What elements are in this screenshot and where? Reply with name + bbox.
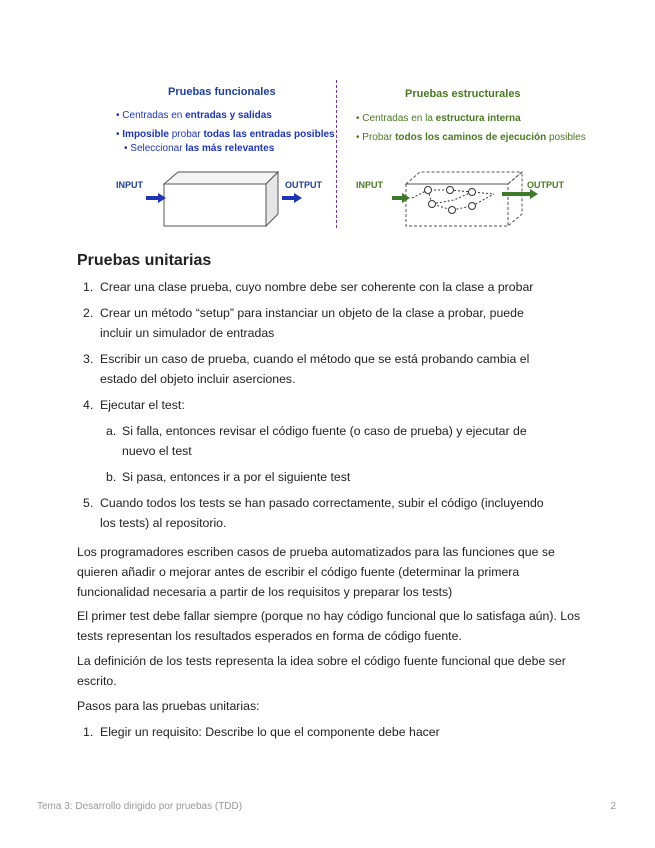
list-text: Ejecutar el test: [100, 398, 185, 412]
output-arrow [294, 193, 302, 203]
list-number: 5. [83, 496, 94, 510]
testing-types-figure [108, 78, 586, 230]
white-box-diagram [392, 166, 582, 228]
black-box-top [164, 172, 278, 184]
list-number: 4. [83, 398, 94, 412]
page-number: 2 [610, 801, 616, 812]
section-title: Pruebas unitarias [77, 252, 212, 269]
unit-test-steps [77, 277, 587, 533]
list-text: Elegir un requisito: Describe lo que el componente debe hacer [100, 725, 440, 739]
list-text-cont: estado del objeto incluir aserciones. [100, 372, 296, 386]
list-item [77, 395, 587, 415]
output-arrow-green [530, 189, 538, 199]
footer-title: Tema 3: Desarrollo dirigido por pruebas (TDD) [37, 801, 243, 812]
functional-bullet-3: • Seleccionar las más relevantes [124, 143, 275, 154]
list-item [77, 349, 587, 389]
functional-bullet-1: • Centradas en entradas y salidas [116, 110, 272, 121]
list-item [77, 493, 587, 533]
black-box-output-label: OUTPUT [285, 180, 322, 190]
list-item [77, 303, 587, 343]
list-text: Si falla, entonces revisar el código fuente (o caso de prueba) y ejecutar de [122, 424, 527, 438]
structural-bullet-2: • Probar todos los caminos de ejecución posibles [356, 132, 586, 143]
list-number: a. [106, 424, 117, 438]
list-text: Crear una clase prueba, cuyo nombre debe ser coherente con la clase a probar [100, 280, 534, 294]
functional-tests-title: Pruebas funcionales [168, 86, 276, 98]
list-text: Cuando todos los tests se han pasado correctamente, subir el código (incluyendo [100, 496, 544, 510]
list-item [77, 277, 587, 297]
list-text: Escribir un caso de prueba, cuando el método que se está probando cambia el [100, 352, 530, 366]
final-steps-list [77, 722, 587, 742]
paragraph-test-definition: La definición de los tests representa la idea sobre el código fuente funcional que debe ser escrito. [77, 654, 566, 688]
paragraph-tdd-intro: Los programadores escriben casos de prueba automatizados para las funciones que se quieren añadir o mejorar antes de escribir el código fuente (determinar la primera funcionalidad necesaria a partir de los requisitos y preparar los tests) [77, 545, 555, 599]
sub-list-item [77, 421, 587, 461]
list-number: 2. [83, 306, 94, 320]
structural-bullet-1: • Centradas en la estructura interna [356, 113, 521, 124]
sub-list-item [77, 467, 587, 487]
list-number: b. [106, 470, 117, 484]
structural-tests-title: Pruebas estructurales [405, 88, 521, 100]
black-box-diagram [144, 168, 334, 228]
list-number: 1. [83, 280, 94, 294]
list-text: Crear un método “setup” para instanciar un objeto de la clase a probar, puede [100, 306, 524, 320]
white-box-output-label: OUTPUT [527, 180, 564, 190]
list-text-cont: los tests) al repositorio. [100, 516, 227, 530]
list-text-cont: incluir un simulador de entradas [100, 326, 275, 340]
figure-divider [336, 80, 337, 228]
paragraph-first-test: El primer test debe fallar siempre (porque no hay código funcional que lo satisfaga aún). Los tests representan los resultados esperados en forma de código fuente. [77, 609, 581, 643]
paragraph-steps-intro: Pasos para las pruebas unitarias: [77, 699, 260, 713]
black-box-input-label: INPUT [116, 180, 143, 190]
list-item [77, 722, 587, 742]
black-box-front [164, 184, 266, 226]
list-text: Si pasa, entonces ir a por el siguiente test [122, 470, 351, 484]
white-box-input-label: INPUT [356, 180, 383, 190]
list-text-cont: nuevo el test [122, 444, 192, 458]
list-number: 1. [83, 725, 94, 739]
list-number: 3. [83, 352, 94, 366]
functional-bullet-2: • Imposible probar todas las entradas posibles [116, 129, 335, 140]
